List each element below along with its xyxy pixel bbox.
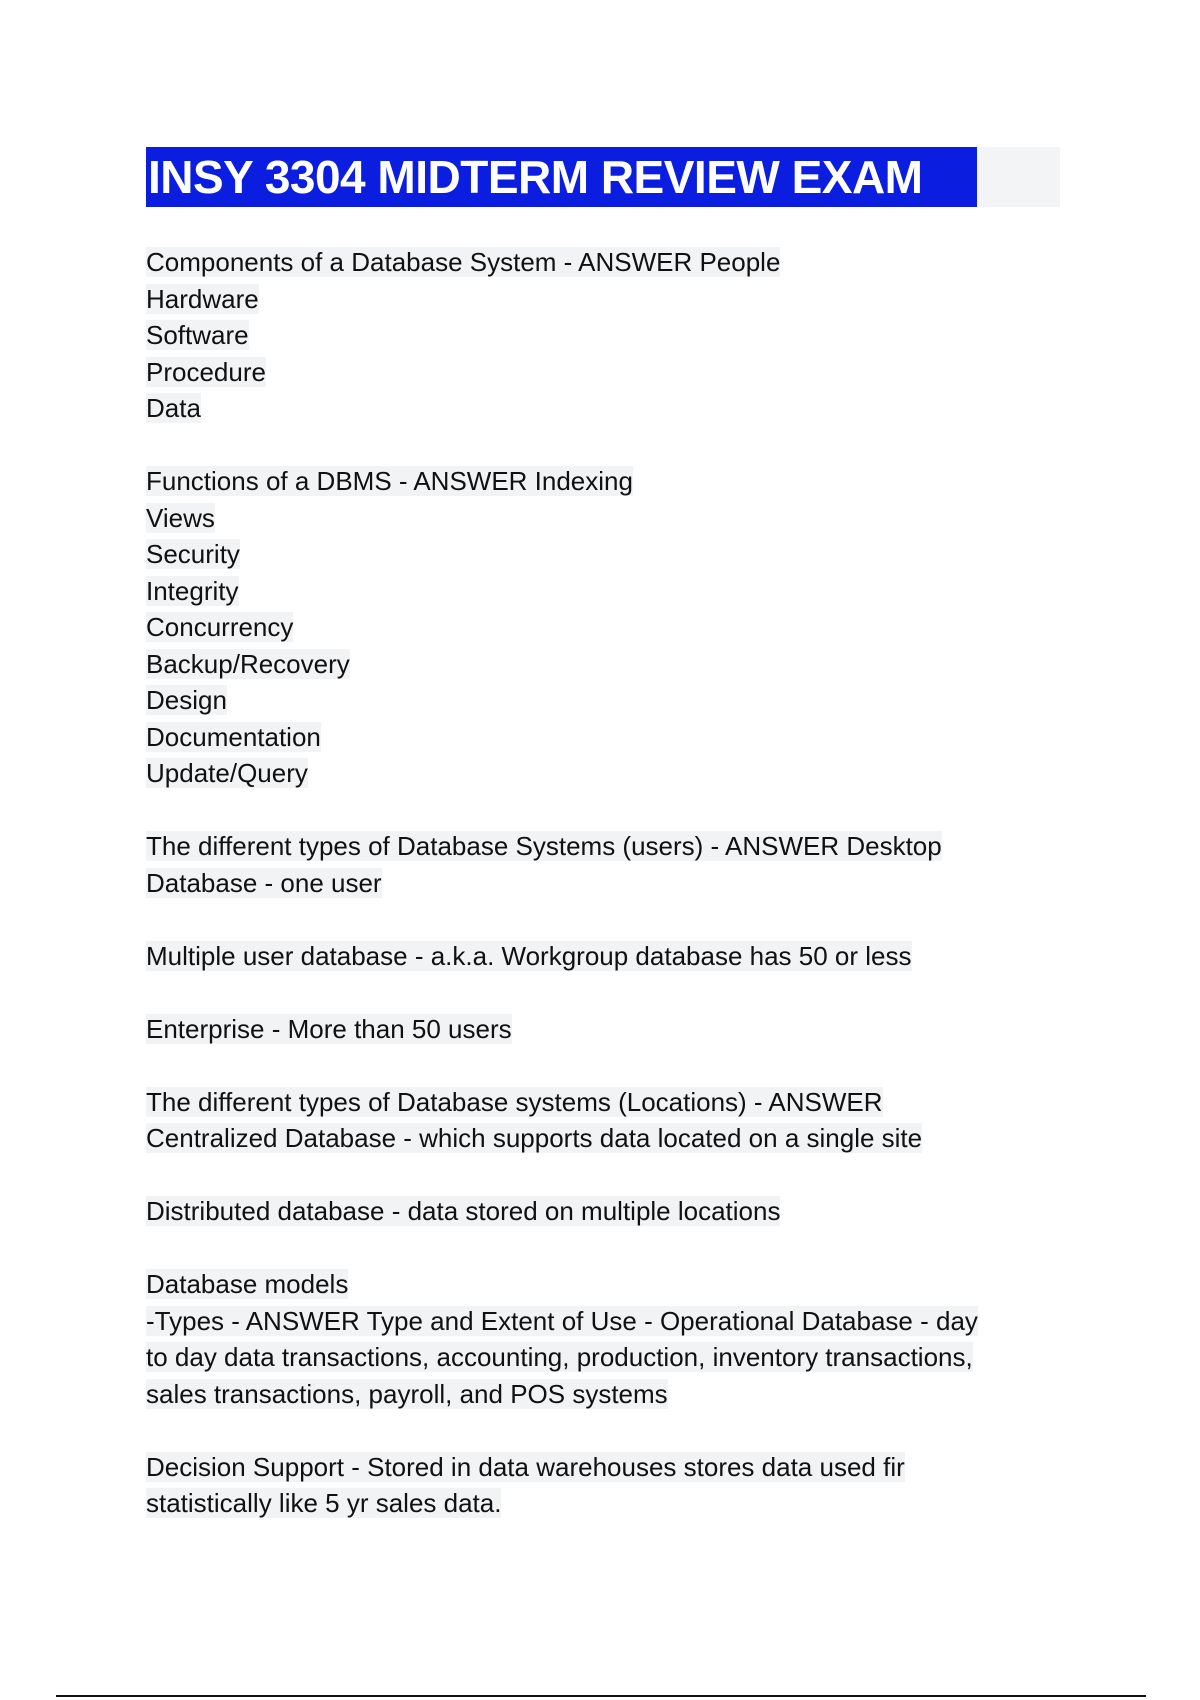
text-line: Software	[146, 320, 249, 350]
text-line: Centralized Database - which supports data located on a single site	[146, 1123, 923, 1153]
text-line: The different types of Database Systems (users) - ANSWER Desktop	[146, 831, 942, 861]
section-system-types-locations	[146, 1084, 1066, 1157]
text-line: Documentation	[146, 721, 321, 752]
text-line: The different types of Database systems (Locations) - ANSWER	[146, 1086, 883, 1117]
document-body	[146, 244, 1066, 1558]
section-dbms-functions	[146, 463, 1066, 792]
text-line: Views	[146, 502, 215, 533]
section-multiple-user	[146, 938, 1066, 975]
text-line: sales transactions, payroll, and POS systems	[146, 1378, 668, 1409]
section-decision-support	[146, 1449, 1066, 1522]
text-line: Enterprise - More than 50 users	[146, 1013, 512, 1044]
text-line: Decision Support - Stored in data warehouses stores data used fir	[146, 1451, 905, 1482]
text-line: statistically like 5 yr sales data.	[146, 1488, 502, 1518]
text-line: to day data transactions, accounting, production, inventory transactions,	[146, 1342, 973, 1372]
text-line: Distributed database - data stored on multiple locations	[146, 1196, 781, 1226]
text-line: Update/Query	[146, 758, 308, 788]
text-line: Database models	[146, 1269, 349, 1299]
footer-divider	[56, 1695, 1146, 1697]
section-enterprise	[146, 1011, 1066, 1048]
page-title: INSY 3304 MIDTERM REVIEW EXAM	[146, 147, 977, 207]
section-system-types-users	[146, 828, 1066, 901]
text-line: Security	[146, 539, 240, 569]
text-line: Backup/Recovery	[146, 648, 350, 679]
section-distributed	[146, 1193, 1066, 1230]
text-line: Functions of a DBMS - ANSWER Indexing	[146, 466, 633, 496]
text-line: Multiple user database - a.k.a. Workgroup database has 50 or less	[146, 940, 912, 971]
text-line: Components of a Database System - ANSWER People	[146, 247, 781, 277]
section-database-models	[146, 1266, 1066, 1412]
text-line: Concurrency	[146, 612, 294, 642]
text-line: Design	[146, 685, 227, 715]
text-line: Integrity	[146, 575, 239, 606]
text-line: -Types - ANSWER Type and Extent of Use - Operational Database - day	[146, 1305, 978, 1336]
section-components	[146, 244, 1066, 427]
text-line: Data	[146, 393, 201, 423]
title-banner	[146, 147, 1060, 207]
text-line: Procedure	[146, 356, 266, 387]
text-line: Database - one user	[146, 867, 382, 898]
text-line: Hardware	[146, 283, 259, 314]
